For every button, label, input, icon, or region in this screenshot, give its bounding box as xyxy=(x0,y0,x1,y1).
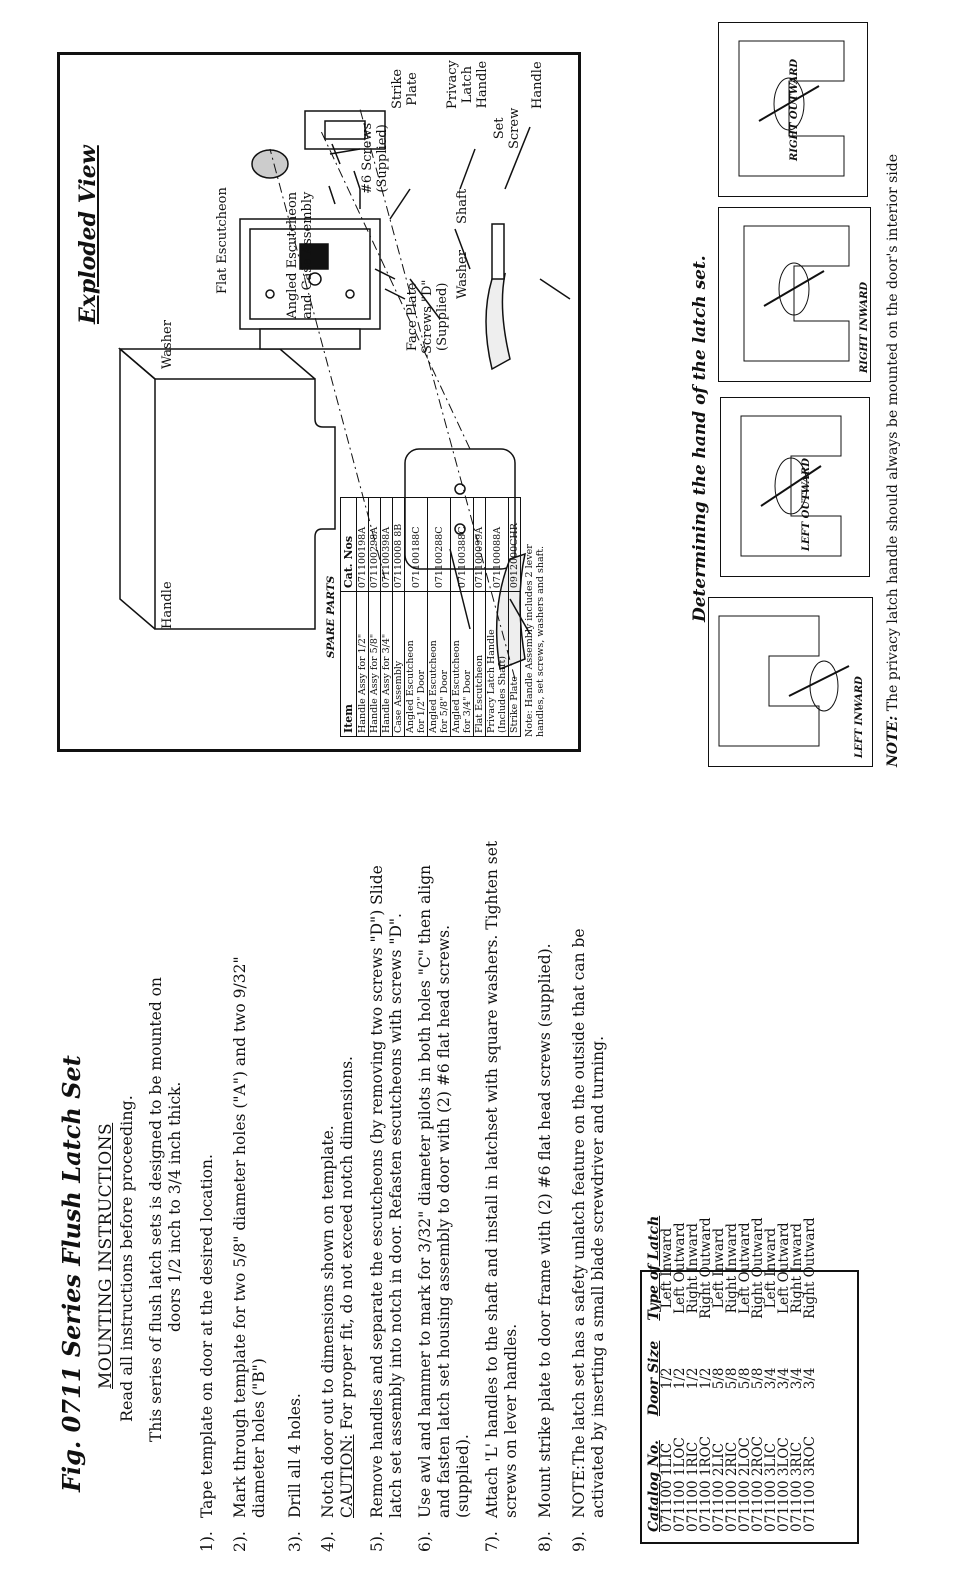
spare-cat-cell: 07110008 8B xyxy=(393,498,405,592)
step-line: latch set assembly into notch in door. Refasten escutcheons with screws "D". xyxy=(387,913,405,1518)
latch-type-cell: Right Outward xyxy=(802,1217,818,1319)
spare-header: Item xyxy=(341,592,357,737)
callout-line: Screw xyxy=(507,107,522,149)
catalog-no-cell: 071100 2RIC xyxy=(724,1441,740,1532)
callout-privacy xyxy=(445,60,490,109)
callout-line: #6 Screws xyxy=(360,122,375,194)
exploded-view-title: Exploded View xyxy=(75,145,101,324)
spare-row xyxy=(393,498,405,737)
door-size-cell: 3/4 xyxy=(763,1367,779,1390)
spare-cat-cell: 071100088A xyxy=(486,498,509,592)
callout-angled xyxy=(285,192,315,319)
latch-type-cell: Left Outward xyxy=(737,1222,753,1314)
hand-label: RIGHT OUTWARD xyxy=(789,58,800,161)
spare-row xyxy=(428,498,451,737)
spare-row xyxy=(474,498,486,737)
catalog-no-cell: 071100 3ROC xyxy=(802,1436,818,1532)
step-text xyxy=(416,718,473,1518)
step-line: and fasten latch set housing assembly to door with (2) #6 flat head screws. xyxy=(435,924,453,1518)
callout-line: Screws "D" xyxy=(420,279,435,354)
door-size-cell: 3/4 xyxy=(789,1367,805,1390)
step-line: Use awl and hammer to mark for 3/32" diameter pilots in both holes "C" then align xyxy=(416,864,434,1518)
spare-item-line: Angled Escutcheon xyxy=(451,640,462,733)
spare-row xyxy=(405,498,428,737)
step-line: Mark through template for two 5/8" diameter holes ("A") and two 9/32" xyxy=(231,956,249,1518)
hand-diagram-right-outward xyxy=(718,22,868,197)
catalog-body xyxy=(661,1206,817,1542)
spare-item-cell xyxy=(486,592,509,737)
hand-heading: Determining the hand of the latch set. xyxy=(690,255,710,622)
callout-handle: Handle xyxy=(530,61,545,109)
catalog-no-cell: 071100 2LIC xyxy=(711,1442,727,1532)
intro-line-1: This series of flush latch sets is designed to be mounted on xyxy=(147,977,165,1442)
spare-item-line: Strike Plate xyxy=(509,676,520,733)
callout-washer: Washer xyxy=(455,250,470,299)
spare-item-line: Handle Assy for 3/4" xyxy=(381,633,392,733)
step-number: 4). xyxy=(319,1531,337,1552)
spare-body xyxy=(357,498,521,737)
mounting-heading: MOUNTING INSTRUCTIONS xyxy=(96,1122,116,1389)
spare-item-cell xyxy=(405,592,428,737)
step-text xyxy=(536,718,555,1518)
step-text xyxy=(570,718,608,1518)
callout-handle-bottom: Handle xyxy=(160,581,175,629)
spare-cat-cell: 071100288C xyxy=(428,498,451,592)
catalog-header: Type of Latch xyxy=(646,1215,662,1321)
door-outline-icon xyxy=(709,596,874,766)
spare-row xyxy=(509,498,521,737)
catalog-no-cell: 071100 3LIC xyxy=(763,1442,779,1532)
step-line: (supplied). xyxy=(454,1434,472,1518)
hand-diagram-left-inward xyxy=(708,597,873,767)
latch-type-cell: Right Outward xyxy=(750,1217,766,1319)
callout-flat: Flat Escutcheon xyxy=(215,187,230,294)
spare-row xyxy=(381,498,393,737)
door-size-cell: 5/8 xyxy=(737,1367,753,1390)
step-number: 6). xyxy=(416,1531,434,1552)
step-line: Remove handles and separate the escutcheons (by removing two screws "D") Slide xyxy=(368,865,386,1518)
step-number: 1). xyxy=(198,1531,216,1552)
callout-washer-bottom: Washer xyxy=(160,320,175,369)
step-line: diameter holes ("B") xyxy=(250,1358,268,1518)
callout-shaft: Shaft xyxy=(455,188,470,224)
callout-strike xyxy=(390,69,420,109)
door-size-cell: 1/2 xyxy=(698,1367,714,1390)
callout-face-plate xyxy=(405,280,450,354)
step-line: NOTE:The latch set has a safety unlatch feature on the outside that can be xyxy=(570,928,588,1518)
spare-item-line: Angled Escutcheon xyxy=(428,640,439,733)
page-title: Fig. 0711 Series Flush Latch Set xyxy=(57,1055,86,1492)
spare-item-cell xyxy=(451,592,474,737)
callout-line: Latch xyxy=(460,65,475,104)
catalog-table xyxy=(648,1206,817,1542)
spare-item-line: Angled Escutcheon xyxy=(405,640,416,733)
step-text xyxy=(368,718,406,1518)
note-label: NOTE: xyxy=(885,715,901,767)
catalog-header: Catalog No. xyxy=(646,1440,662,1532)
spare-item-line: for 3/4" Door xyxy=(462,669,473,733)
step-number: 3). xyxy=(286,1531,304,1552)
spare-parts xyxy=(325,497,546,737)
spare-cat-cell: 071100398A xyxy=(381,498,393,592)
spare-item-line: Handle Assy for 5/8" xyxy=(369,633,380,733)
spare-parts-table xyxy=(340,497,521,737)
hand-label: RIGHT INWARD xyxy=(859,281,870,373)
note-line: handles, set screws, washers and shaft. xyxy=(535,545,546,737)
catalog-table-box xyxy=(640,1215,859,1544)
callout-set-screw xyxy=(492,108,522,149)
exploded-view-frame xyxy=(57,52,581,752)
step-line: Attach 'L' handles to the shaft and install in latchset with square washers. Tighten set xyxy=(483,840,501,1518)
door-outline-icon xyxy=(721,396,871,576)
spare-item-cell xyxy=(369,592,381,737)
step-text xyxy=(231,718,269,1518)
spare-item-line: (Includes Shaft) xyxy=(497,656,508,733)
door-size-cell: 1/2 xyxy=(685,1367,701,1390)
step-text xyxy=(198,718,217,1518)
spare-row xyxy=(357,498,369,737)
spare-item-line: for 5/8" Door xyxy=(439,669,450,733)
step-number: 7). xyxy=(483,1531,501,1552)
read-all-line: Read all instructions before proceeding. xyxy=(117,1095,136,1422)
spare-cat-cell: 071100298A xyxy=(369,498,381,592)
note-line: Note: Handle Assembly includes 2 lever xyxy=(524,544,535,737)
step-line: Notch door out to dimensions shown on template. xyxy=(319,1125,337,1518)
hand-diagram-left-outward xyxy=(720,397,870,577)
spare-row xyxy=(451,498,474,737)
catalog-no-cell: 071100 1ROC xyxy=(698,1436,714,1532)
hand-diagram-right-inward xyxy=(718,207,871,382)
callout-line: (Supplied) xyxy=(435,282,450,351)
spare-item-cell xyxy=(381,592,393,737)
step-number: 5). xyxy=(368,1531,386,1552)
spare-row xyxy=(369,498,381,737)
callout-screw6 xyxy=(360,123,390,194)
callout-line: Plate xyxy=(405,72,420,106)
spare-item-line: Privacy Latch Handle xyxy=(486,629,497,733)
step-line: Mount strike plate to door frame with (2) #6 flat head screws (supplied). xyxy=(536,943,554,1518)
catalog-no-cell: 071100 1LIC xyxy=(659,1442,675,1532)
spare-parts-title: SPARE PARTS xyxy=(325,575,337,659)
intro-line-2: doors 1/2 inch to 3/4 inch thick. xyxy=(166,1081,184,1332)
spare-item-line: Flat Escutcheon xyxy=(474,654,485,733)
step-line: screws on lever handles. xyxy=(502,1323,520,1518)
latch-type-cell: Left Inward xyxy=(763,1228,779,1309)
catalog-no-cell: 071100 1RIC xyxy=(685,1441,701,1532)
catalog-no-cell: 071100 3LOC xyxy=(776,1437,792,1532)
spare-parts-note xyxy=(524,497,546,737)
spare-item-line: Handle Assy for 1/2" xyxy=(357,633,368,733)
latch-type-cell: Right Inward xyxy=(685,1223,701,1314)
door-size-cell: 1/2 xyxy=(659,1367,675,1390)
spare-header: Cat. Nos xyxy=(341,498,357,592)
step-text xyxy=(483,718,521,1518)
door-size-cell: 5/8 xyxy=(724,1367,740,1390)
spare-row xyxy=(486,498,509,737)
spare-item-cell xyxy=(428,592,451,737)
step-text xyxy=(286,718,305,1518)
callout-line: Face Plate xyxy=(405,282,420,352)
latch-type-cell: Left Outward xyxy=(776,1222,792,1314)
latch-type-cell: Right Outward xyxy=(698,1217,714,1319)
latch-type-cell: Left Outward xyxy=(672,1222,688,1314)
callout-line: Privacy xyxy=(445,60,460,109)
spare-item-line: Case Assembly xyxy=(393,660,404,733)
catalog-no-cell: 071100 3RIC xyxy=(789,1441,805,1532)
callout-line: and Case Assembly xyxy=(300,191,315,319)
step-line: Tape template on door at the desired location. xyxy=(198,1154,216,1518)
step-line: activated by inserting a small blade screwdriver and turning. xyxy=(589,1035,607,1518)
callout-line: Angled Escutcheon xyxy=(285,191,300,319)
step-text xyxy=(319,718,357,1518)
callout-line: Set xyxy=(492,117,507,140)
spare-cat-cell: 071100198A xyxy=(357,498,369,592)
spare-cat-cell: 071100188C xyxy=(405,498,428,592)
catalog-row xyxy=(804,1206,817,1542)
catalog-no-cell: 071100 1LOC xyxy=(672,1437,688,1532)
catalog-header: Door Size xyxy=(646,1340,662,1417)
latch-type-cell: Left Inward xyxy=(711,1228,727,1309)
callout-line: Handle xyxy=(475,60,490,109)
latch-type-cell: Left Inward xyxy=(659,1228,675,1309)
step-number: 8). xyxy=(536,1531,554,1552)
spare-cat-cell: 071100099A xyxy=(474,498,486,592)
door-size-cell: 1/2 xyxy=(672,1367,688,1390)
caution-line xyxy=(338,718,357,1518)
door-size-cell: 3/4 xyxy=(776,1367,792,1390)
step-line: Drill all 4 holes. xyxy=(286,1393,304,1518)
hand-label: LEFT INWARD xyxy=(854,676,865,758)
spare-item-cell xyxy=(509,592,521,737)
door-outline-icon xyxy=(719,206,872,381)
step-number: 9). xyxy=(570,1531,588,1552)
callout-line: Strike xyxy=(390,68,405,109)
door-size-cell: 5/8 xyxy=(711,1367,727,1390)
door-size-cell: 3/4 xyxy=(802,1367,818,1390)
catalog-no-cell: 071100 2LOC xyxy=(737,1437,753,1532)
bottom-note xyxy=(885,154,901,767)
spare-cat-cell: 0912000CHR xyxy=(509,498,521,592)
door-size-cell: 5/8 xyxy=(750,1367,766,1390)
spare-item-line: for 1/2" Door xyxy=(416,669,427,733)
step-number: 2). xyxy=(231,1531,249,1552)
note-text: The privacy latch handle should always be mounted on the door's interior side xyxy=(885,153,901,716)
caution-text: For proper fit, do not exceed notch dimensions. xyxy=(338,1056,356,1435)
latch-type-cell: Right Inward xyxy=(724,1223,740,1314)
spare-item-cell xyxy=(393,592,405,737)
caution-label: CAUTION: xyxy=(338,1434,356,1518)
spare-item-cell xyxy=(474,592,486,737)
spare-item-cell xyxy=(357,592,369,737)
latch-type-cell: Right Inward xyxy=(789,1223,805,1314)
catalog-no-cell: 071100 2ROC xyxy=(750,1436,766,1532)
callout-line: (Supplied) xyxy=(375,124,390,193)
spare-cat-cell: 071100388C xyxy=(451,498,474,592)
hand-label: LEFT OUTWARD xyxy=(801,458,812,551)
